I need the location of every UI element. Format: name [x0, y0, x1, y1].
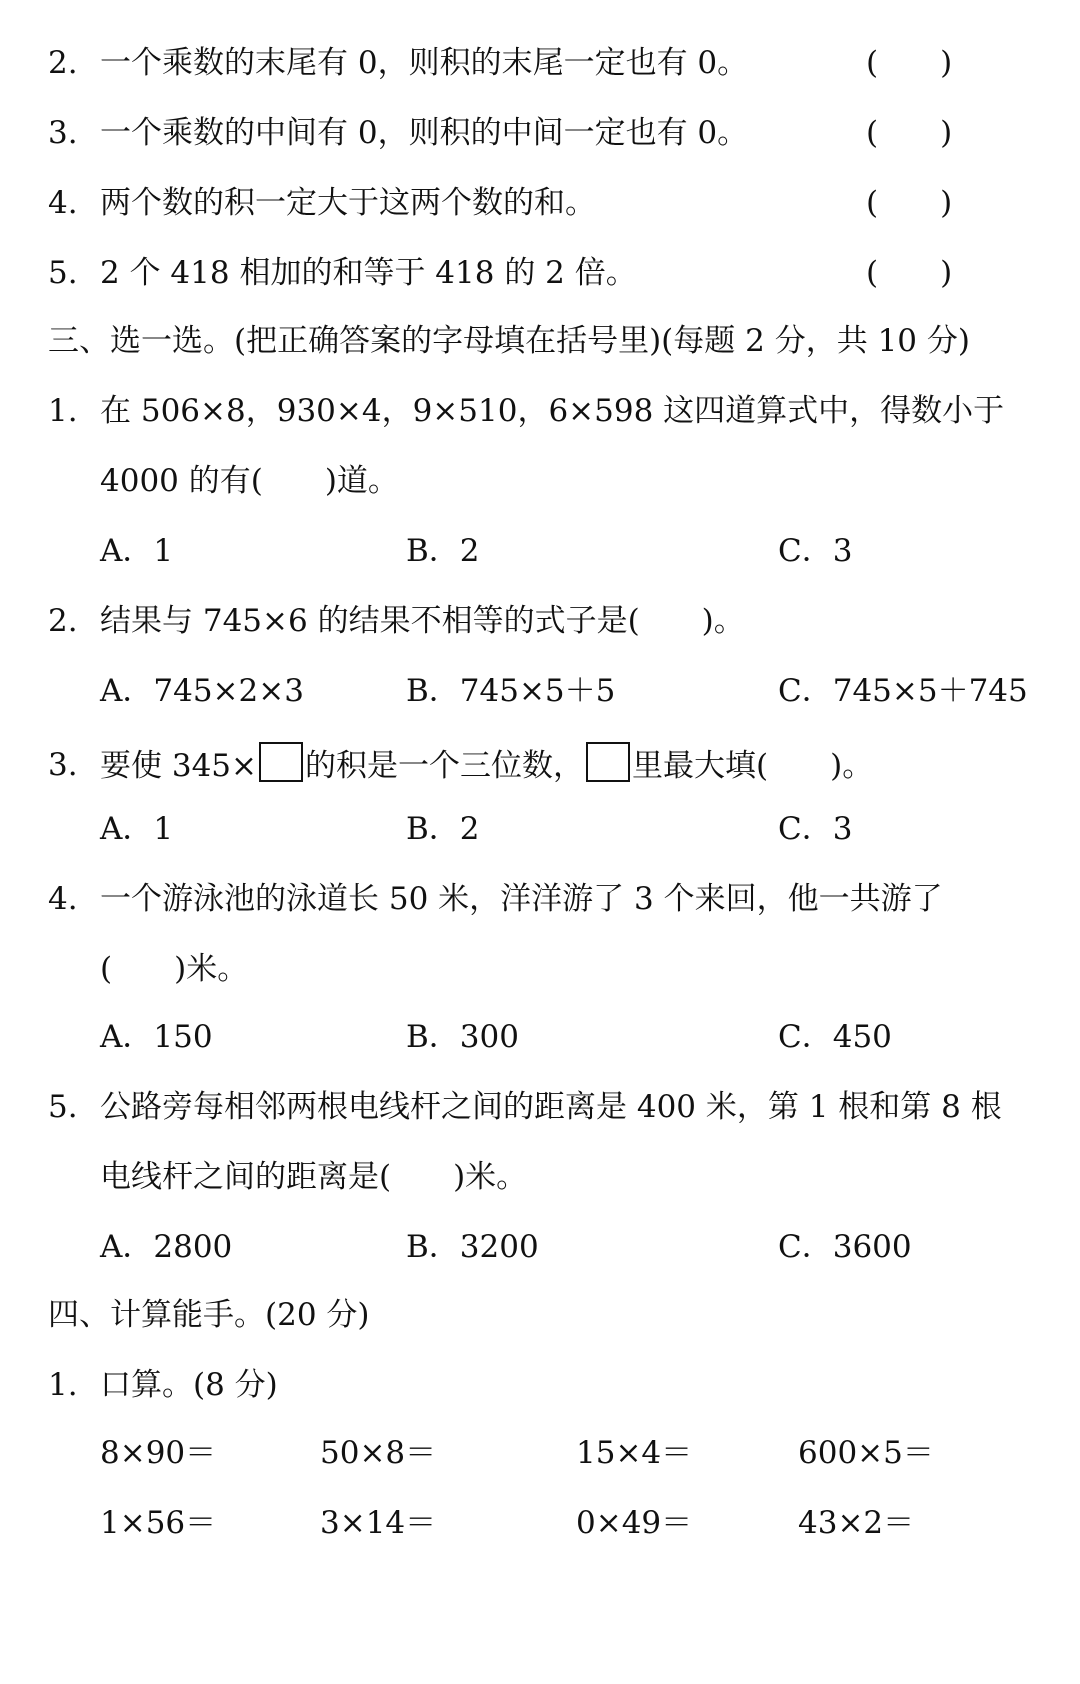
question-3 — [0, 742, 1080, 788]
option-c[interactable]: C．745×5＋745 — [778, 673, 1028, 709]
item-number: 1. — [48, 393, 78, 429]
question-text-post: 里最大填( )。 — [632, 748, 874, 784]
option-a[interactable]: A．2800 — [100, 1229, 233, 1265]
option-a[interactable]: A．1 — [100, 533, 174, 569]
section-heading — [0, 1292, 1080, 1338]
option-b[interactable]: B．2 — [406, 811, 480, 847]
item-number: 4. — [48, 185, 78, 221]
calc-item[interactable]: 600×5＝ — [798, 1435, 934, 1471]
question-4-cont — [0, 946, 1080, 992]
section-4-title: 四、计算能手。(20 分) — [48, 1297, 370, 1333]
calc-item[interactable]: 0×49＝ — [576, 1505, 693, 1541]
section-heading — [0, 318, 1080, 364]
question-1 — [0, 388, 1080, 434]
item-number: 4. — [48, 881, 78, 917]
option-c[interactable]: C．450 — [778, 1019, 892, 1055]
option-b[interactable]: B．3200 — [406, 1229, 539, 1265]
option-b[interactable]: B．300 — [406, 1019, 519, 1055]
question-text-pre: 要使 345× — [100, 748, 257, 784]
question-text: ( )米。 — [100, 951, 249, 987]
option-a[interactable]: A．745×2×3 — [100, 673, 304, 709]
question-text: 一个游泳池的泳道长 50 米，洋洋游了 3 个来回，他一共游了 — [100, 881, 943, 917]
options-row — [0, 528, 1080, 574]
question-text: 电线杆之间的距离是( )米。 — [100, 1159, 528, 1195]
section-3-title: 三、选一选。(把正确答案的字母填在括号里)(每题 2 分，共 10 分) — [48, 323, 970, 359]
option-a[interactable]: A．1 — [100, 811, 174, 847]
calc-item[interactable]: 8×90＝ — [100, 1435, 217, 1471]
judge-item — [0, 40, 1080, 86]
question-text: 结果与 745×6 的结果不相等的式子是( )。 — [100, 603, 745, 639]
question-2 — [0, 598, 1080, 644]
judge-item — [0, 250, 1080, 296]
item-number: 3. — [48, 747, 78, 783]
question-text-mid: 的积是一个三位数， — [305, 748, 584, 784]
calc-item[interactable]: 43×2＝ — [798, 1505, 915, 1541]
item-text: 一个乘数的中间有 0，则积的中间一定也有 0。 — [100, 115, 749, 151]
calc-item[interactable]: 50×8＝ — [320, 1435, 437, 1471]
options-row — [0, 668, 1080, 714]
option-b[interactable]: B．745×5＋5 — [406, 673, 616, 709]
blank-box[interactable] — [586, 742, 630, 782]
oral-calc-title: 口算。(8 分) — [100, 1367, 278, 1403]
calc-row — [0, 1500, 1080, 1546]
calc-item[interactable]: 3×14＝ — [320, 1505, 437, 1541]
option-c[interactable]: C．3 — [778, 811, 853, 847]
item-text: 两个数的积一定大于这两个数的和。 — [100, 185, 596, 221]
item-number: 3. — [48, 115, 78, 151]
answer-blank[interactable]: ( ) — [866, 255, 953, 291]
options-row — [0, 1014, 1080, 1060]
item-number: 1. — [48, 1367, 78, 1403]
item-number: 2. — [48, 45, 78, 81]
options-row — [0, 1224, 1080, 1270]
calc-row — [0, 1430, 1080, 1476]
question-text — [100, 742, 873, 789]
answer-blank[interactable]: ( ) — [866, 45, 953, 81]
item-text: 2 个 418 相加的和等于 418 的 2 倍。 — [100, 255, 637, 291]
question-text: 公路旁每相邻两根电线杆之间的距离是 400 米，第 1 根和第 8 根 — [100, 1089, 1002, 1125]
answer-blank[interactable]: ( ) — [866, 185, 953, 221]
item-number: 2. — [48, 603, 78, 639]
calc-item[interactable]: 15×4＝ — [576, 1435, 693, 1471]
blank-box[interactable] — [259, 742, 303, 782]
options-row — [0, 806, 1080, 852]
item-text: 一个乘数的末尾有 0，则积的末尾一定也有 0。 — [100, 45, 749, 81]
item-number: 5. — [48, 255, 78, 291]
question-4 — [0, 876, 1080, 922]
option-c[interactable]: C．3 — [778, 533, 853, 569]
option-a[interactable]: A．150 — [100, 1019, 213, 1055]
answer-blank[interactable]: ( ) — [866, 115, 953, 151]
item-number: 5. — [48, 1089, 78, 1125]
calc-item[interactable]: 1×56＝ — [100, 1505, 217, 1541]
question-text: 在 506×8，930×4，9×510，6×598 这四道算式中，得数小于 — [100, 393, 1005, 429]
option-c[interactable]: C．3600 — [778, 1229, 912, 1265]
question-1-cont — [0, 458, 1080, 504]
option-b[interactable]: B．2 — [406, 533, 480, 569]
judge-item — [0, 110, 1080, 156]
judge-item — [0, 180, 1080, 226]
question-text: 4000 的有( )道。 — [100, 463, 399, 499]
question-5-cont — [0, 1154, 1080, 1200]
question-5 — [0, 1084, 1080, 1130]
oral-calc-heading — [0, 1362, 1080, 1408]
